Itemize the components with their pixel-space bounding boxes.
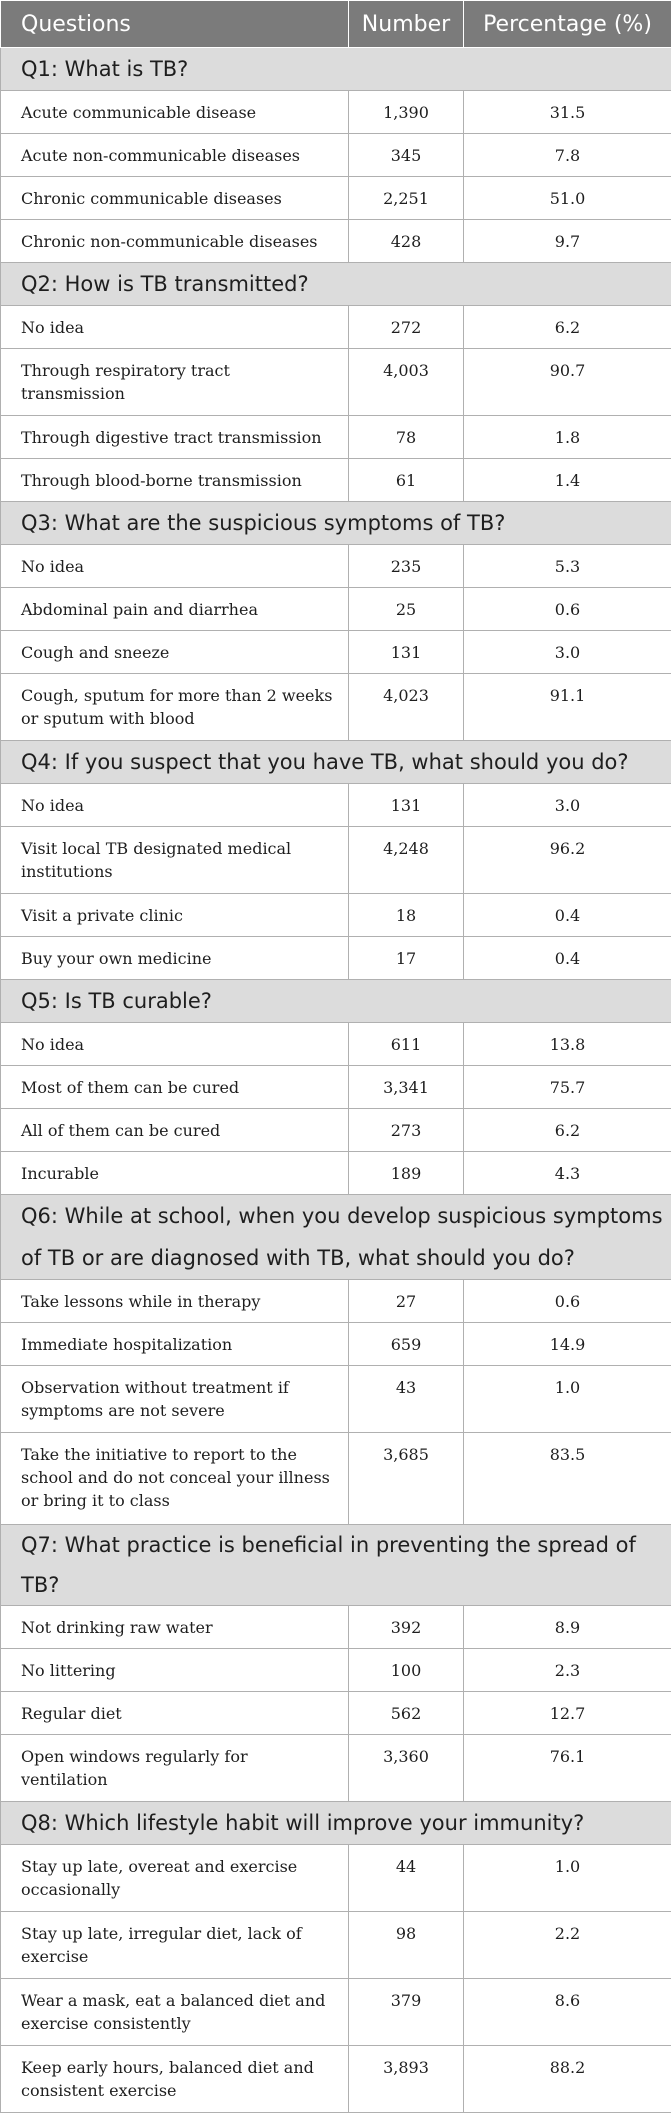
answer-cell: Regular diet [1,1692,349,1735]
answer-cell: No idea [1,306,349,349]
table-row [1,1109,671,1152]
table-row [1,416,671,459]
percentage-cell: 2.2 [464,1912,671,1979]
percentage-cell: 6.2 [464,1109,671,1152]
table-row [1,1280,671,1323]
header-row [1,1,671,48]
percentage-cell: 1.8 [464,416,671,459]
section-title: Q5: Is TB curable? [1,980,671,1023]
table-row [1,459,671,502]
number-cell: 3,341 [349,1066,464,1109]
percentage-cell: 0.6 [464,588,671,631]
answer-cell: Abdominal pain and diarrhea [1,588,349,631]
percentage-cell: 13.8 [464,1023,671,1066]
table-row [1,827,671,894]
number-cell: 98 [349,1912,464,1979]
percentage-cell: 96.2 [464,827,671,894]
answer-cell: Keep early hours, balanced diet and consistent exercise [1,2046,349,2113]
table-row [1,1023,671,1066]
answer-cell: No idea [1,545,349,588]
percentage-cell: 8.6 [464,1979,671,2046]
percentage-cell: 4.3 [464,1152,671,1195]
section-title: Q6: While at school, when you develop suspicious symptoms of TB or are diagnosed with TB, what should you do? [1,1195,671,1280]
percentage-cell: 6.2 [464,306,671,349]
number-cell: 345 [349,134,464,177]
answer-cell: Chronic communicable diseases [1,177,349,220]
number-cell: 44 [349,1845,464,1912]
table-row [1,306,671,349]
number-cell: 25 [349,588,464,631]
number-cell: 659 [349,1323,464,1366]
section-title: Q4: If you suspect that you have TB, what should you do? [1,741,671,784]
number-cell: 2,251 [349,177,464,220]
percentage-cell: 12.7 [464,1692,671,1735]
number-cell: 100 [349,1649,464,1692]
table-row [1,1366,671,1433]
table-row [1,220,671,263]
answer-cell: Cough, sputum for more than 2 weeks or sputum with blood [1,674,349,741]
answer-cell: No idea [1,1023,349,1066]
header-number: Number [349,1,464,48]
number-cell: 428 [349,220,464,263]
answer-cell: Through digestive tract transmission [1,416,349,459]
answer-cell: Through respiratory tract transmission [1,349,349,416]
table-row [1,2046,671,2113]
answer-cell: Acute non-communicable diseases [1,134,349,177]
answer-cell: Not drinking raw water [1,1606,349,1649]
number-cell: 4,003 [349,349,464,416]
percentage-cell: 0.4 [464,937,671,980]
table-row [1,1979,671,2046]
answer-cell: Wear a mask, eat a balanced diet and exercise consistently [1,1979,349,2046]
number-cell: 562 [349,1692,464,1735]
percentage-cell: 9.7 [464,220,671,263]
percentage-cell: 1.4 [464,459,671,502]
answer-cell: Immediate hospitalization [1,1323,349,1366]
answer-cell: Acute communicable disease [1,91,349,134]
answer-cell: Visit a private clinic [1,894,349,937]
number-cell: 17 [349,937,464,980]
number-cell: 18 [349,894,464,937]
answer-cell: No idea [1,784,349,827]
percentage-cell: 83.5 [464,1433,671,1525]
table-row [1,1735,671,1802]
section-title: Q2: How is TB transmitted? [1,263,671,306]
section-title: Q7: What practice is beneficial in preventing the spread of TB? [1,1525,671,1606]
percentage-cell: 31.5 [464,91,671,134]
percentage-cell: 1.0 [464,1845,671,1912]
table-row [1,937,671,980]
number-cell: 392 [349,1606,464,1649]
table-row [1,545,671,588]
answer-cell: Through blood-borne transmission [1,459,349,502]
number-cell: 3,360 [349,1735,464,1802]
number-cell: 4,248 [349,827,464,894]
answer-cell: Take the initiative to report to the school and do not conceal your illness or bring it to class [1,1433,349,1525]
number-cell: 235 [349,545,464,588]
table-row [1,1323,671,1366]
percentage-cell: 75.7 [464,1066,671,1109]
number-cell: 78 [349,416,464,459]
percentage-cell: 0.6 [464,1280,671,1323]
percentage-cell: 3.0 [464,784,671,827]
table-row [1,894,671,937]
table-row [1,91,671,134]
number-cell: 27 [349,1280,464,1323]
table-row [1,1433,671,1525]
percentage-cell: 91.1 [464,674,671,741]
table-row [1,1692,671,1735]
percentage-cell: 3.0 [464,631,671,674]
table-row [1,1845,671,1912]
number-cell: 611 [349,1023,464,1066]
number-cell: 61 [349,459,464,502]
percentage-cell: 5.3 [464,545,671,588]
number-cell: 131 [349,631,464,674]
table-row [1,1152,671,1195]
answer-cell: Chronic non-communicable diseases [1,220,349,263]
header-questions: Questions [1,1,349,48]
answer-cell: Stay up late, overeat and exercise occasionally [1,1845,349,1912]
section-title: Q3: What are the suspicious symptoms of TB? [1,502,671,545]
answer-cell: Buy your own medicine [1,937,349,980]
table-row [1,674,671,741]
table-row [1,588,671,631]
percentage-cell: 51.0 [464,177,671,220]
answer-cell: Open windows regularly for ventilation [1,1735,349,1802]
number-cell: 273 [349,1109,464,1152]
answer-cell: Incurable [1,1152,349,1195]
number-cell: 131 [349,784,464,827]
table-row [1,1649,671,1692]
percentage-cell: 76.1 [464,1735,671,1802]
number-cell: 4,023 [349,674,464,741]
percentage-cell: 90.7 [464,349,671,416]
answer-cell: Visit local TB designated medical institutions [1,827,349,894]
answer-cell: No littering [1,1649,349,1692]
number-cell: 43 [349,1366,464,1433]
number-cell: 379 [349,1979,464,2046]
answer-cell: Observation without treatment if symptoms are not severe [1,1366,349,1433]
answer-cell: Stay up late, irregular diet, lack of exercise [1,1912,349,1979]
table-row [1,784,671,827]
answer-cell: Cough and sneeze [1,631,349,674]
section-title: Q1: What is TB? [1,48,671,91]
answer-cell: Take lessons while in therapy [1,1280,349,1323]
percentage-cell: 7.8 [464,134,671,177]
table-row [1,349,671,416]
percentage-cell: 14.9 [464,1323,671,1366]
percentage-cell: 8.9 [464,1606,671,1649]
percentage-cell: 88.2 [464,2046,671,2113]
number-cell: 1,390 [349,91,464,134]
number-cell: 3,685 [349,1433,464,1525]
header-percentage: Percentage (%) [464,1,671,48]
table-row [1,1606,671,1649]
table-row [1,1066,671,1109]
table-row [1,1912,671,1979]
number-cell: 189 [349,1152,464,1195]
number-cell: 272 [349,306,464,349]
answer-cell: All of them can be cured [1,1109,349,1152]
number-cell: 3,893 [349,2046,464,2113]
percentage-cell: 0.4 [464,894,671,937]
percentage-cell: 2.3 [464,1649,671,1692]
percentage-cell: 1.0 [464,1366,671,1433]
table-row [1,631,671,674]
table-row [1,177,671,220]
answer-cell: Most of them can be cured [1,1066,349,1109]
table-row [1,134,671,177]
section-title: Q8: Which lifestyle habit will improve your immunity? [1,1802,671,1845]
